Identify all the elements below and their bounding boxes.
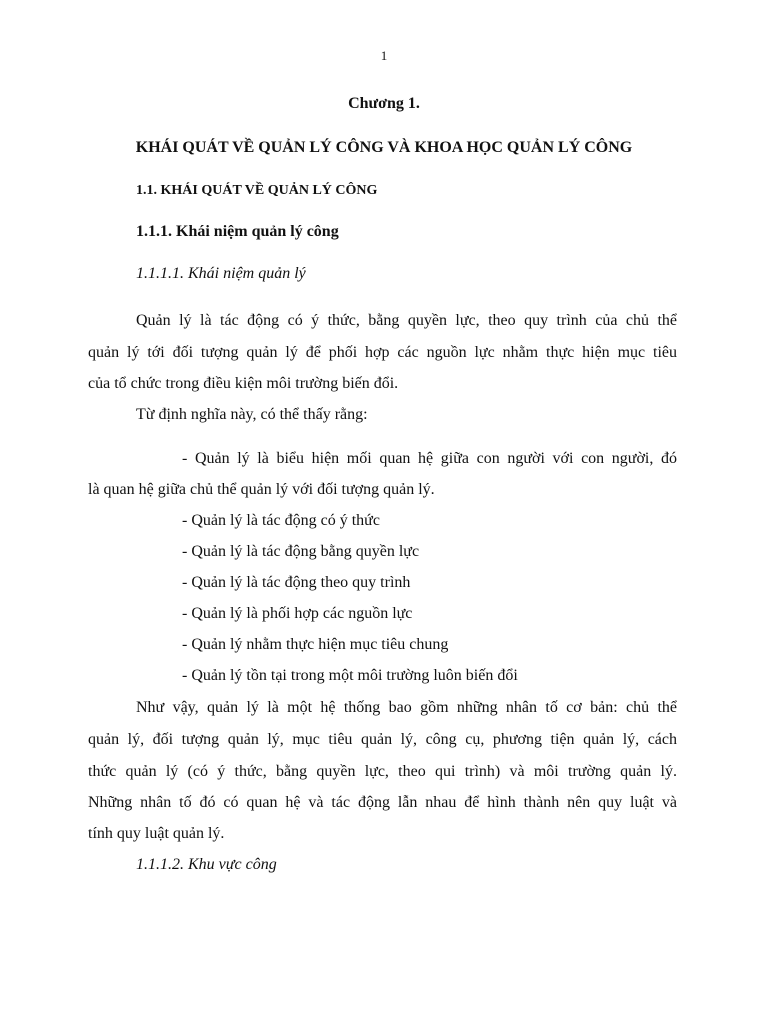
bullet-item-continuation: là quan hệ giữa chủ thể quản lý với đối tượng quản lý. xyxy=(88,481,435,498)
page-number: 1 xyxy=(380,48,388,63)
bullet-item: - Quản lý là tác động có ý thức xyxy=(182,512,380,529)
paragraph-line: Như vậy, quản lý là một hệ thống bao gồm những nhân tố cơ bản: chủ thể xyxy=(136,699,677,716)
section-heading-1-1-1-2: 1.1.1.2. Khu vực công xyxy=(136,856,277,873)
paragraph-line: thức quản lý (có ý thức, bằng quyền lực, theo qui trình) và môi trường quản lý. xyxy=(88,763,677,780)
bullet-item: - Quản lý là biểu hiện mối quan hệ giữa con người với con người, đó xyxy=(182,450,677,467)
bullet-item: - Quản lý nhằm thực hiện mục tiêu chung xyxy=(182,636,449,653)
paragraph-line: Từ định nghĩa này, có thể thấy rằng: xyxy=(136,406,368,423)
paragraph-line: của tổ chức trong điều kiện môi trường biến đổi. xyxy=(88,375,399,392)
section-heading-1-1-1-1: 1.1.1.1. Khái niệm quản lý xyxy=(136,265,306,282)
chapter-title: KHÁI QUÁT VỀ QUẢN LÝ CÔNG VÀ KHOA HỌC QUẢN LÝ CÔNG xyxy=(135,139,633,156)
paragraph-line: Những nhân tố đó có quan hệ và tác động lẫn nhau để hình thành nên quy luật và xyxy=(88,794,677,811)
bullet-item: - Quản lý tồn tại trong một môi trường luôn biến đổi xyxy=(182,667,518,684)
section-heading-1-1-1: 1.1.1. Khái niệm quản lý công xyxy=(136,223,339,240)
bullet-item: - Quản lý là phối hợp các nguồn lực xyxy=(182,605,413,622)
paragraph-line: Quản lý là tác động có ý thức, bằng quyền lực, theo quy trình của chủ thể xyxy=(136,312,677,329)
paragraph-line: tính quy luật quản lý. xyxy=(88,825,225,842)
paragraph-line: quản lý tới đối tượng quản lý để phối hợp các nguồn lực nhằm thực hiện mục tiêu xyxy=(88,344,677,361)
section-heading-1-1: 1.1. KHÁI QUÁT VỀ QUẢN LÝ CÔNG xyxy=(136,183,378,198)
bullet-item: - Quản lý là tác động theo quy trình xyxy=(182,574,411,591)
chapter-label: Chương 1. xyxy=(348,95,420,112)
paragraph-line: quản lý, đối tượng quản lý, mục tiêu quản lý, công cụ, phương tiện quản lý, cách xyxy=(88,731,677,748)
bullet-item: - Quản lý là tác động bằng quyền lực xyxy=(182,543,420,560)
